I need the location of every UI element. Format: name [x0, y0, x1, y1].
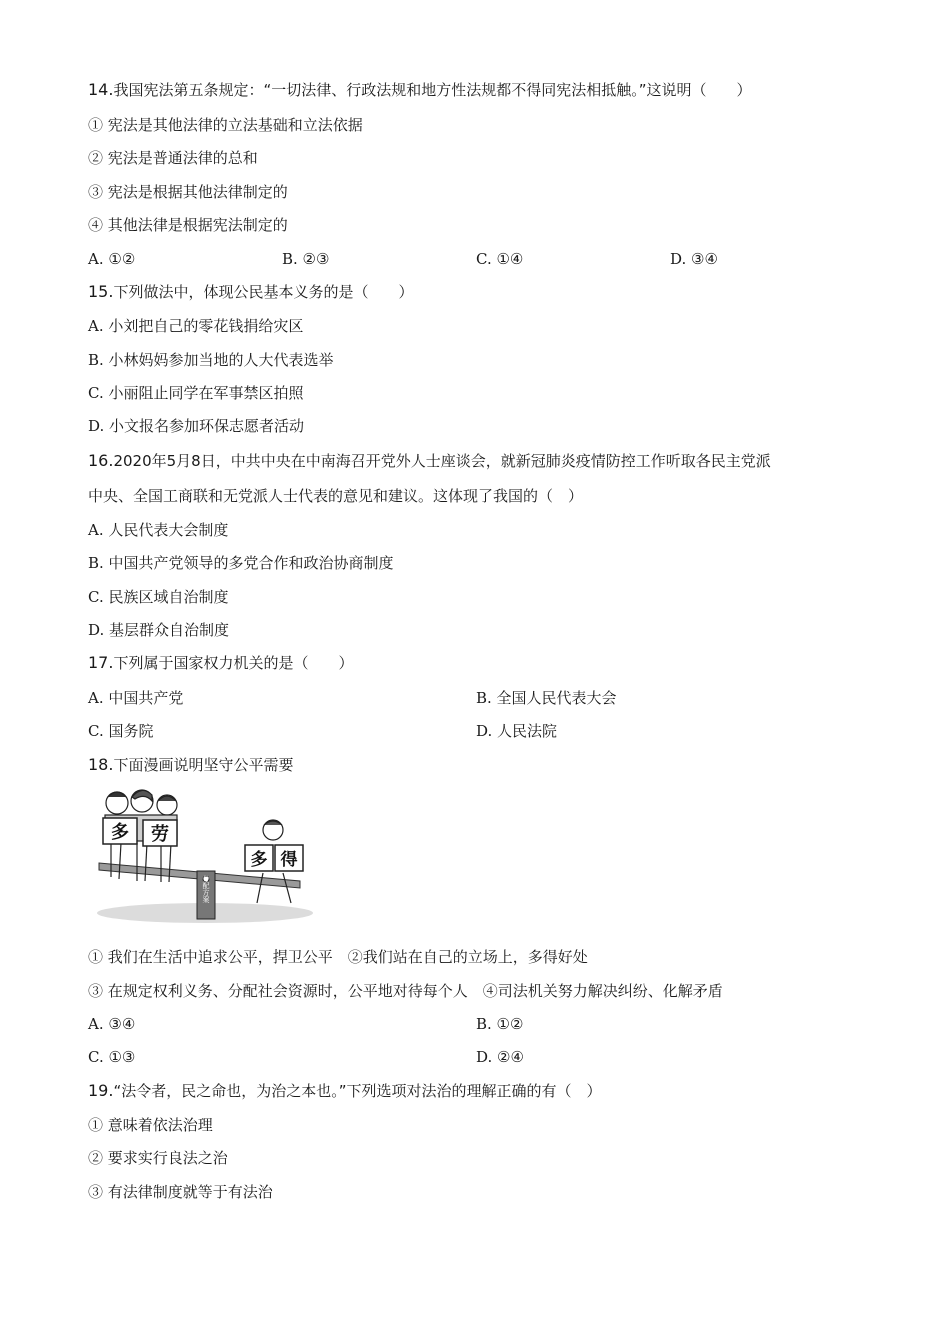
- q17-option-d[interactable]: D. 人民法院: [476, 722, 558, 740]
- question-stem: “法令者，民之命也，为治之本也。”下列选项对法治的理解正确的有（ ）: [113, 1082, 602, 1100]
- pivot-label: 分配方案: [202, 875, 210, 903]
- q14-option-b[interactable]: B. ②③: [282, 250, 330, 268]
- q14-item-2: ② 宪法是普通法律的总和: [88, 149, 258, 167]
- q18-items-line-1: ① 我们在生活中追求公平，捍卫公平 ②我们站在自己的立场上，多得好处: [88, 948, 588, 966]
- question-stem: 下列属于国家权力机关的是（ ）: [113, 654, 354, 672]
- q14-option-a[interactable]: A. ①②: [88, 250, 136, 268]
- question-number: 19.: [88, 1081, 114, 1100]
- q18-option-d[interactable]: D. ②④: [476, 1048, 524, 1066]
- question-number: 16.: [88, 451, 114, 470]
- q14-item-3: ③ 宪法是根据其他法律制定的: [88, 183, 288, 201]
- q19-item-3: ③ 有法律制度就等于有法治: [88, 1183, 273, 1201]
- question-stem: 2020年5月8日，中共中央在中南海召开党外人士座谈会，就新冠肺炎疫情防控工作听取各民主党派: [113, 452, 771, 470]
- question-number: 17.: [88, 653, 114, 672]
- right-sign-char-1: 多: [250, 850, 268, 870]
- q15-stem: [88, 282, 413, 302]
- question-number: 14.: [88, 80, 114, 99]
- q18-option-b[interactable]: B. ①②: [476, 1015, 524, 1033]
- question-number: 15.: [88, 282, 114, 301]
- q16-option-a[interactable]: A. 人民代表大会制度: [88, 521, 229, 539]
- q18-stem: [88, 755, 293, 775]
- q18-option-c[interactable]: C. ①③: [88, 1048, 136, 1066]
- question-stem: 下面漫画说明坚守公平需要: [113, 756, 294, 774]
- q18-option-a[interactable]: A. ③④: [88, 1015, 136, 1033]
- q17-option-a[interactable]: A. 中国共产党: [88, 689, 184, 707]
- q17-option-c[interactable]: C. 国务院: [88, 722, 154, 740]
- q14-item-1: ① 宪法是其他法律的立法基础和立法依据: [88, 116, 363, 134]
- q15-option-c[interactable]: C. 小丽阻止同学在军事禁区拍照: [88, 384, 304, 402]
- q16-option-d[interactable]: D. 基层群众自治制度: [88, 621, 230, 639]
- q14-option-c[interactable]: C. ①④: [476, 250, 524, 268]
- q14-stem: [88, 80, 752, 100]
- question-stem: 我国宪法第五条规定：“一切法律、行政法规和地方性法规都不得同宪法相抵触。”这说明（ ）: [113, 81, 752, 99]
- question-number: 18.: [88, 755, 114, 774]
- q19-stem: [88, 1081, 602, 1101]
- q15-option-a[interactable]: A. 小刘把自己的零花钱捐给灾区: [88, 317, 304, 335]
- q17-stem: [88, 653, 353, 673]
- q14-item-4: ④ 其他法律是根据宪法制定的: [88, 216, 288, 234]
- question-stem: 下列做法中，体现公民基本义务的是（ ）: [113, 283, 414, 301]
- left-sign-char-1: 多: [111, 822, 129, 843]
- fairness-comic: [95, 785, 320, 925]
- q15-option-d[interactable]: D. 小文报名参加环保志愿者活动: [88, 417, 305, 435]
- q18-items-line-2: ③ 在规定权利义务、分配社会资源时，公平地对待每个人 ④司法机关努力解决纠纷、化解矛盾: [88, 982, 723, 1000]
- q16-option-c[interactable]: C. 民族区域自治制度: [88, 588, 229, 606]
- left-sign-char-2: 劳: [151, 824, 169, 845]
- q19-item-2: ② 要求实行良法之治: [88, 1149, 228, 1167]
- q14-option-d[interactable]: D. ③④: [670, 250, 718, 268]
- right-sign-char-2: 得: [280, 850, 298, 870]
- q16-stem: [88, 451, 771, 471]
- q16-option-b[interactable]: B. 中国共产党领导的多党合作和政治协商制度: [88, 554, 394, 572]
- q16-stem-continued: 中央、全国工商联和无党派人士代表的意见和建议。这体现了我国的（ ）: [88, 487, 584, 505]
- q19-item-1: ① 意味着依法治理: [88, 1116, 213, 1134]
- q17-option-b[interactable]: B. 全国人民代表大会: [476, 689, 617, 707]
- q15-option-b[interactable]: B. 小林妈妈参加当地的人大代表选举: [88, 351, 334, 369]
